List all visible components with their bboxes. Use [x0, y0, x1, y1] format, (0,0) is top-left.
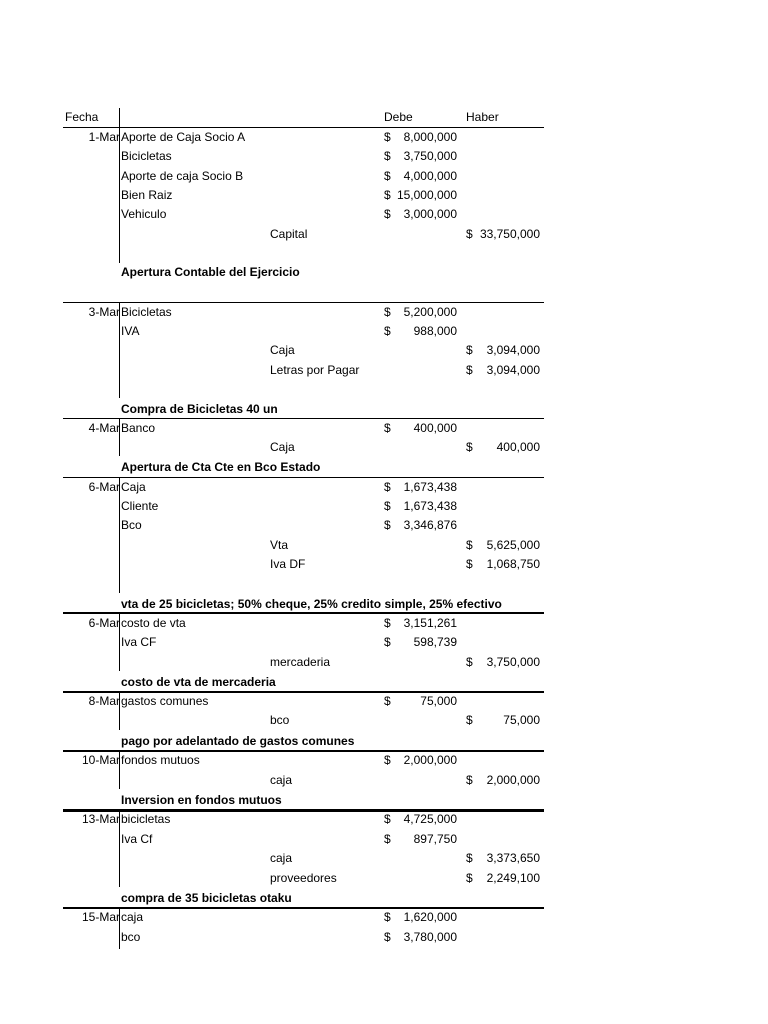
haber-amount: 5,625,000 [486, 538, 540, 552]
debe-currency-symbol: $ [384, 812, 391, 826]
entry-separator [63, 612, 544, 614]
haber-amount: 33,750,000 [479, 227, 540, 241]
haber-amount: 3,094,000 [486, 363, 540, 377]
haber-currency-symbol: $ [466, 343, 473, 357]
entry-description: Compra de Bicicletas 40 un [121, 402, 278, 416]
debe-currency-symbol: $ [384, 324, 391, 338]
account-name: bco [270, 713, 290, 727]
header-fecha: Fecha [65, 110, 99, 124]
haber-currency-symbol: $ [466, 655, 473, 669]
debe-currency-symbol: $ [384, 832, 391, 846]
entry-description: vta de 25 bicicletas; 50% cheque, 25% credito simple, 25% efectivo [121, 597, 502, 611]
entry-description: Apertura Contable del Ejercicio [121, 265, 300, 279]
debe-amount: 897,750 [413, 832, 457, 846]
account-name: Caja [270, 343, 295, 357]
debe-currency-symbol: $ [384, 616, 391, 630]
debe-currency-symbol: $ [384, 518, 391, 532]
debe-amount: 2,000,000 [403, 753, 457, 767]
haber-currency-symbol: $ [466, 440, 473, 454]
debe-amount: 8,000,000 [403, 130, 457, 144]
debe-currency-symbol: $ [384, 753, 391, 767]
account-name: Letras por Pagar [270, 363, 360, 377]
entry-separator [63, 127, 544, 128]
account-name: caja [121, 910, 144, 924]
entry-date: 1-Mar [88, 130, 120, 144]
debe-amount: 3,346,876 [403, 518, 457, 532]
header-debe: Debe [384, 110, 413, 124]
entry-date: 13-Mar [81, 812, 120, 826]
debe-amount: 75,000 [420, 694, 457, 708]
entry-description: Apertura de Cta Cte en Bco Estado [121, 460, 321, 474]
debe-currency-symbol: $ [384, 499, 391, 513]
account-name: fondos mutuos [121, 753, 200, 767]
entry-date: 8-Mar [88, 694, 120, 708]
entry-description: costo de vta de mercaderia [121, 675, 276, 689]
debe-amount: 1,673,438 [403, 499, 457, 513]
debe-amount: 4,000,000 [403, 169, 457, 183]
debe-amount: 988,000 [413, 324, 457, 338]
account-name: bicicletas [121, 812, 171, 826]
account-name: bco [121, 930, 141, 944]
debe-currency-symbol: $ [384, 421, 391, 435]
haber-currency-symbol: $ [466, 773, 473, 787]
account-name: Iva Cf [121, 832, 153, 846]
debe-currency-symbol: $ [384, 188, 391, 202]
debe-currency-symbol: $ [384, 480, 391, 494]
debe-amount: 598,739 [413, 635, 457, 649]
haber-amount: 1,068,750 [486, 557, 540, 571]
entry-description: Inversion en fondos mutuos [121, 793, 282, 807]
account-name: Caja [121, 480, 146, 494]
haber-amount: 2,000,000 [486, 773, 540, 787]
haber-amount: 3,373,650 [486, 851, 540, 865]
haber-amount: 2,249,100 [486, 871, 540, 885]
haber-amount: 400,000 [496, 440, 540, 454]
debe-currency-symbol: $ [384, 635, 391, 649]
haber-currency-symbol: $ [466, 227, 473, 241]
account-name: Iva CF [121, 635, 157, 649]
entry-separator [63, 477, 544, 478]
debe-amount: 4,725,000 [403, 812, 457, 826]
debe-amount: 3,750,000 [403, 149, 457, 163]
account-name: caja [270, 773, 293, 787]
debe-currency-symbol: $ [384, 930, 391, 944]
account-name: gastos comunes [121, 694, 209, 708]
debe-currency-symbol: $ [384, 169, 391, 183]
entry-date: 3-Mar [88, 305, 120, 319]
debe-amount: 400,000 [413, 421, 457, 435]
haber-amount: 3,750,000 [486, 655, 540, 669]
debe-currency-symbol: $ [384, 910, 391, 924]
entry-date: 15-Mar [81, 910, 120, 924]
account-name: Aporte de Caja Socio A [121, 130, 246, 144]
entry-date: 10-Mar [81, 753, 120, 767]
entry-date: 4-Mar [88, 421, 120, 435]
account-name: Capital [270, 227, 308, 241]
account-name: Vta [270, 538, 289, 552]
debe-currency-symbol: $ [384, 130, 391, 144]
debe-currency-symbol: $ [384, 694, 391, 708]
account-name: Cliente [121, 499, 159, 513]
account-name: caja [270, 851, 293, 865]
haber-amount: 3,094,000 [486, 343, 540, 357]
account-name: proveedores [270, 871, 337, 885]
debe-currency-symbol: $ [384, 207, 391, 221]
entry-date: 6-Mar [88, 616, 120, 630]
account-name: Bien Raiz [121, 188, 173, 202]
debe-amount: 3,780,000 [403, 930, 457, 944]
debe-currency-symbol: $ [384, 149, 391, 163]
entry-separator [63, 418, 544, 419]
account-name: IVA [121, 324, 140, 338]
debe-amount: 1,673,438 [403, 480, 457, 494]
account-name: Aporte de caja Socio B [121, 169, 244, 183]
haber-currency-symbol: $ [466, 557, 473, 571]
haber-currency-symbol: $ [466, 851, 473, 865]
debe-currency-symbol: $ [384, 305, 391, 319]
entry-separator [63, 302, 544, 303]
account-name: Bicicletas [121, 305, 172, 319]
haber-currency-symbol: $ [466, 363, 473, 377]
haber-currency-symbol: $ [466, 538, 473, 552]
account-name: costo de vta [121, 616, 186, 630]
haber-currency-symbol: $ [466, 713, 473, 727]
account-name: Caja [270, 440, 295, 454]
account-name: mercaderia [270, 655, 331, 669]
account-name: Vehiculo [121, 207, 167, 221]
debe-amount: 5,200,000 [403, 305, 457, 319]
account-name: Iva DF [270, 557, 306, 571]
header-haber: Haber [466, 110, 499, 124]
debe-amount: 15,000,000 [396, 188, 457, 202]
account-name: Bicicletas [121, 149, 172, 163]
account-name: Banco [121, 421, 156, 435]
haber-amount: 75,000 [503, 713, 540, 727]
entry-description: compra de 35 bicicletas otaku [121, 891, 292, 905]
account-name: Bco [121, 518, 142, 532]
haber-currency-symbol: $ [466, 871, 473, 885]
column-divider [119, 478, 120, 593]
entry-date: 6-Mar [88, 480, 120, 494]
debe-amount: 3,151,261 [403, 616, 457, 630]
debe-amount: 3,000,000 [403, 207, 457, 221]
debe-amount: 1,620,000 [403, 910, 457, 924]
entry-description: pago por adelantado de gastos comunes [121, 734, 355, 748]
